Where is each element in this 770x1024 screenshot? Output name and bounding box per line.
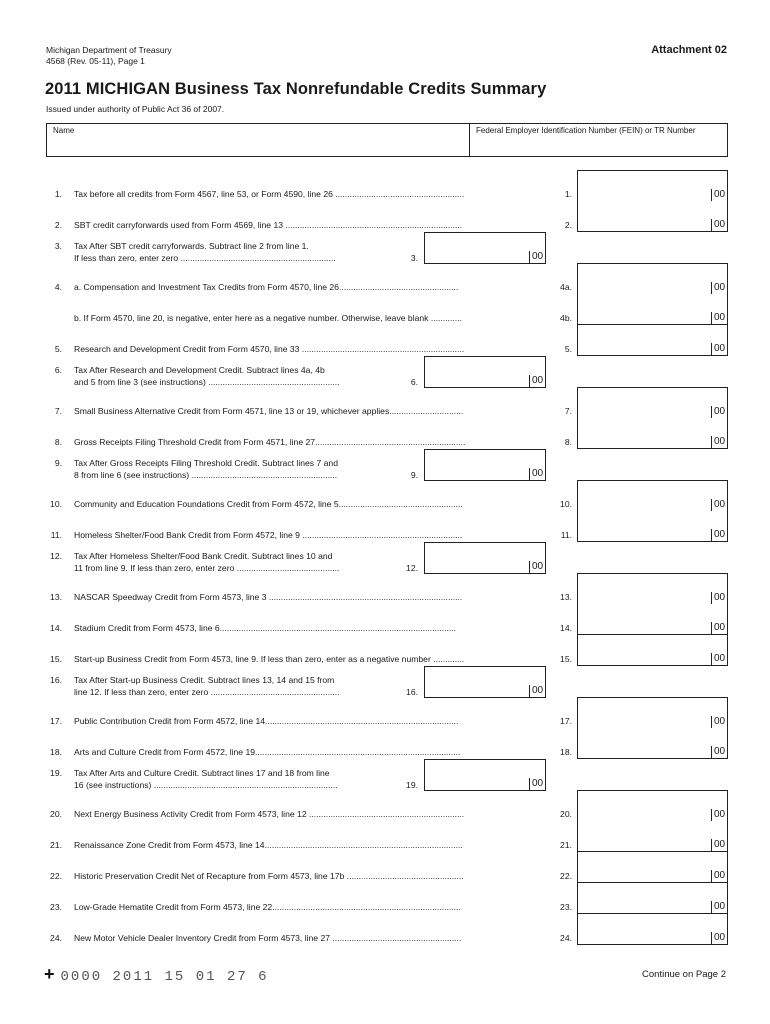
amount-field[interactable] <box>424 759 546 791</box>
amount-field[interactable] <box>424 449 546 481</box>
amount-field[interactable] <box>577 790 728 822</box>
amount-field[interactable] <box>577 697 728 729</box>
line-number: 16. <box>50 675 62 685</box>
amount-field[interactable] <box>424 232 546 264</box>
cents-field: 00 <box>711 499 727 511</box>
line-number: 22. <box>50 871 62 881</box>
line-description: Research and Development Credit from Form 4570, line 33 .................................................................... <box>74 344 465 354</box>
amount-field[interactable] <box>577 511 728 542</box>
line-description: Tax After Research and Development Credit. Subtract lines 4a, 4b <box>74 365 325 375</box>
line-number: 5. <box>54 344 62 354</box>
line-number: 6. <box>54 365 62 375</box>
cents-field: 00 <box>711 343 727 355</box>
line-number: 4. <box>54 282 62 292</box>
amount-field[interactable] <box>577 852 728 883</box>
line-description: Public Contribution Credit from Form 4572, line 14................................................................................. <box>74 716 459 726</box>
cents-field: 00 <box>711 622 727 634</box>
line-description-cont: If less than zero, enter zero ................................................................. <box>74 253 336 263</box>
line-description: NASCAR Speedway Credit from Form 4573, line 3 ................................................................................. <box>74 592 463 602</box>
amount-field[interactable] <box>577 480 728 512</box>
line-reference: 21. <box>560 840 572 850</box>
amount-field[interactable] <box>577 883 728 914</box>
line-number: 17. <box>50 716 62 726</box>
line-number: 8. <box>54 437 62 447</box>
line-description: Tax After Arts and Culture Credit. Subtract lines 17 and 18 from line <box>74 768 330 778</box>
line-reference: 16. <box>406 687 418 697</box>
line-description: a. Compensation and Investment Tax Credits from Form 4570, line 26.................................................. <box>74 282 459 292</box>
registration-mark: + <box>44 964 57 984</box>
line-reference: 11. <box>560 530 572 540</box>
cents-field: 00 <box>711 932 727 944</box>
amount-field[interactable] <box>577 387 728 419</box>
cents-field: 00 <box>711 436 727 448</box>
attachment-number: Attachment 02 <box>651 44 727 56</box>
amount-field[interactable] <box>577 573 728 605</box>
cents-field: 00 <box>711 901 727 913</box>
amount-field[interactable] <box>577 728 728 759</box>
line-number: 2. <box>54 220 62 230</box>
line-number: 3. <box>54 241 62 251</box>
line-description: Homeless Shelter/Food Bank Credit from Form 4572, line 9 ................................................................... <box>74 530 463 540</box>
line-reference: 20. <box>560 809 572 819</box>
cents-field: 00 <box>529 375 545 387</box>
amount-field[interactable] <box>577 294 728 325</box>
line-reference: 22. <box>560 871 572 881</box>
line-description: Tax After Start-up Business Credit. Subtract lines 13, 14 and 15 from <box>74 675 335 685</box>
line-description: Arts and Culture Credit from Form 4572, line 19...................................................................................... <box>74 747 461 757</box>
cents-field: 00 <box>711 809 727 821</box>
line-number: 21. <box>50 840 62 850</box>
amount-field[interactable] <box>577 263 728 295</box>
amount-field[interactable] <box>424 542 546 574</box>
line-description: Tax After Gross Receipts Filing Threshold Credit. Subtract lines 7 and <box>74 458 338 468</box>
cents-field: 00 <box>529 685 545 697</box>
line-reference: 7. <box>564 406 572 416</box>
scan-code: 0000 2011 15 01 27 6 <box>60 969 269 985</box>
cents-field: 00 <box>711 592 727 604</box>
amount-field[interactable] <box>577 325 728 356</box>
line-number: 11. <box>50 530 62 540</box>
amount-field[interactable] <box>577 170 728 202</box>
cents-field: 00 <box>711 653 727 665</box>
line-description: Small Business Alternative Credit from Form 4571, line 13 or 19, whichever applies............................... <box>74 406 464 416</box>
line-description: Tax After Homeless Shelter/Food Bank Credit. Subtract lines 10 and <box>74 551 333 561</box>
department-name: Michigan Department of Treasury <box>46 45 172 55</box>
line-reference: 14. <box>560 623 572 633</box>
line-reference: 18. <box>560 747 572 757</box>
line-reference: 4a. <box>560 282 572 292</box>
identification-box <box>46 123 728 157</box>
line-description: Tax before all credits from Form 4567, line 53, or Form 4590, line 26 ...................................................... <box>74 189 465 199</box>
line-reference: 12. <box>406 563 418 573</box>
line-description: Next Energy Business Activity Credit from Form 4573, line 12 ................................................................. <box>74 809 465 819</box>
line-number: 19. <box>50 768 62 778</box>
line-number: 20. <box>50 809 62 819</box>
cents-field: 00 <box>711 189 727 201</box>
line-number: 18. <box>50 747 62 757</box>
page-title: 2011 MICHIGAN Business Tax Nonrefundable Credits Summary <box>45 80 547 98</box>
line-description-cont: 8 from line 6 (see instructions) ............................................................. <box>74 470 338 480</box>
line-reference: 8. <box>564 437 572 447</box>
amount-field[interactable] <box>424 666 546 698</box>
amount-field[interactable] <box>577 604 728 635</box>
line-description: Stadium Credit from Form 4573, line 6................................................................................................... <box>74 623 457 633</box>
line-description: Low-Grade Hematite Credit from Form 4573, line 22............................................................................... <box>74 902 461 912</box>
form-barcode-code <box>44 964 269 985</box>
line-reference: 2. <box>564 220 572 230</box>
line-description: Start-up Business Credit from Form 4573, line 9. If less than zero, enter as a negative number ............. <box>74 654 465 664</box>
line-description: Renaissance Zone Credit from Form 4573, line 14................................................................................... <box>74 840 463 850</box>
line-number: 13. <box>50 592 62 602</box>
cents-field: 00 <box>711 716 727 728</box>
line-reference: 24. <box>560 933 572 943</box>
amount-field[interactable] <box>577 914 728 945</box>
cents-field: 00 <box>711 406 727 418</box>
cents-field: 00 <box>711 282 727 294</box>
line-description: Historic Preservation Credit Net of Recapture from Form 4573, line 17b ................................................. <box>74 871 464 881</box>
cents-field: 00 <box>529 778 545 790</box>
line-reference: 19. <box>406 780 418 790</box>
line-reference: 9. <box>410 470 418 480</box>
cents-field: 00 <box>711 219 727 231</box>
line-number: 24. <box>50 933 62 943</box>
issued-authority: Issued under authority of Public Act 36 of 2007. <box>46 104 225 114</box>
line-description: SBT credit carryforwards used from Form 4569, line 13 .......................................................................... <box>74 220 463 230</box>
line-description-cont: and 5 from line 3 (see instructions) ....................................................... <box>74 377 340 387</box>
form-revision: 4568 (Rev. 05-11), Page 1 <box>46 56 145 66</box>
name-label: Name <box>53 126 75 135</box>
line-description: Community and Education Foundations Credit from Form 4572, line 5.................................................... <box>74 499 463 509</box>
amount-field[interactable] <box>577 821 728 852</box>
line-number: 12. <box>50 551 62 561</box>
cents-field: 00 <box>711 529 727 541</box>
line-reference: 15. <box>560 654 572 664</box>
line-description-cont: 11 from line 9. If less than zero, enter zero ........................................... <box>74 563 340 573</box>
cents-field: 00 <box>529 468 545 480</box>
amount-field[interactable] <box>577 635 728 666</box>
line-description: Tax After SBT credit carryforwards. Subtract line 2 from line 1. <box>74 241 309 251</box>
line-reference: 23. <box>560 902 572 912</box>
line-reference: 5. <box>564 344 572 354</box>
line-number: 9. <box>54 458 62 468</box>
amount-field[interactable] <box>577 201 728 232</box>
cents-field: 00 <box>529 561 545 573</box>
department-header <box>46 45 172 67</box>
amount-field[interactable] <box>424 356 546 388</box>
line-reference: 4b. <box>560 313 572 323</box>
line-reference: 3. <box>410 253 418 263</box>
line-reference: 6. <box>410 377 418 387</box>
line-reference: 10. <box>560 499 572 509</box>
line-description: Gross Receipts Filing Threshold Credit from Form 4571, line 27............................................................... <box>74 437 466 447</box>
line-number: 15. <box>50 654 62 664</box>
id-divider <box>469 124 470 156</box>
line-reference: 1. <box>564 189 572 199</box>
line-number: 7. <box>54 406 62 416</box>
cents-field: 00 <box>529 251 545 263</box>
line-description: New Motor Vehicle Dealer Inventory Credit from Form 4573, line 27 ...................................................... <box>74 933 462 943</box>
cents-field: 00 <box>711 839 727 851</box>
cents-field: 00 <box>711 312 727 324</box>
line-description-cont: 16 (see instructions) ............................................................................. <box>74 780 338 790</box>
line-description-cont: line 12. If less than zero, enter zero ...................................................... <box>74 687 340 697</box>
continue-note: Continue on Page 2 <box>642 969 726 980</box>
line-number: 14. <box>50 623 62 633</box>
line-reference: 13. <box>560 592 572 602</box>
cents-field: 00 <box>711 746 727 758</box>
line-number: 23. <box>50 902 62 912</box>
fein-label: Federal Employer Identification Number (FEIN) or TR Number <box>476 126 696 135</box>
line-description: b. If Form 4570, line 20, is negative, enter here as a negative number. Otherwise, leave blank ............. <box>74 313 462 323</box>
line-number: 1. <box>54 189 62 199</box>
line-number: 10. <box>50 499 62 509</box>
line-reference: 17. <box>560 716 572 726</box>
amount-field[interactable] <box>577 418 728 449</box>
cents-field: 00 <box>711 870 727 882</box>
